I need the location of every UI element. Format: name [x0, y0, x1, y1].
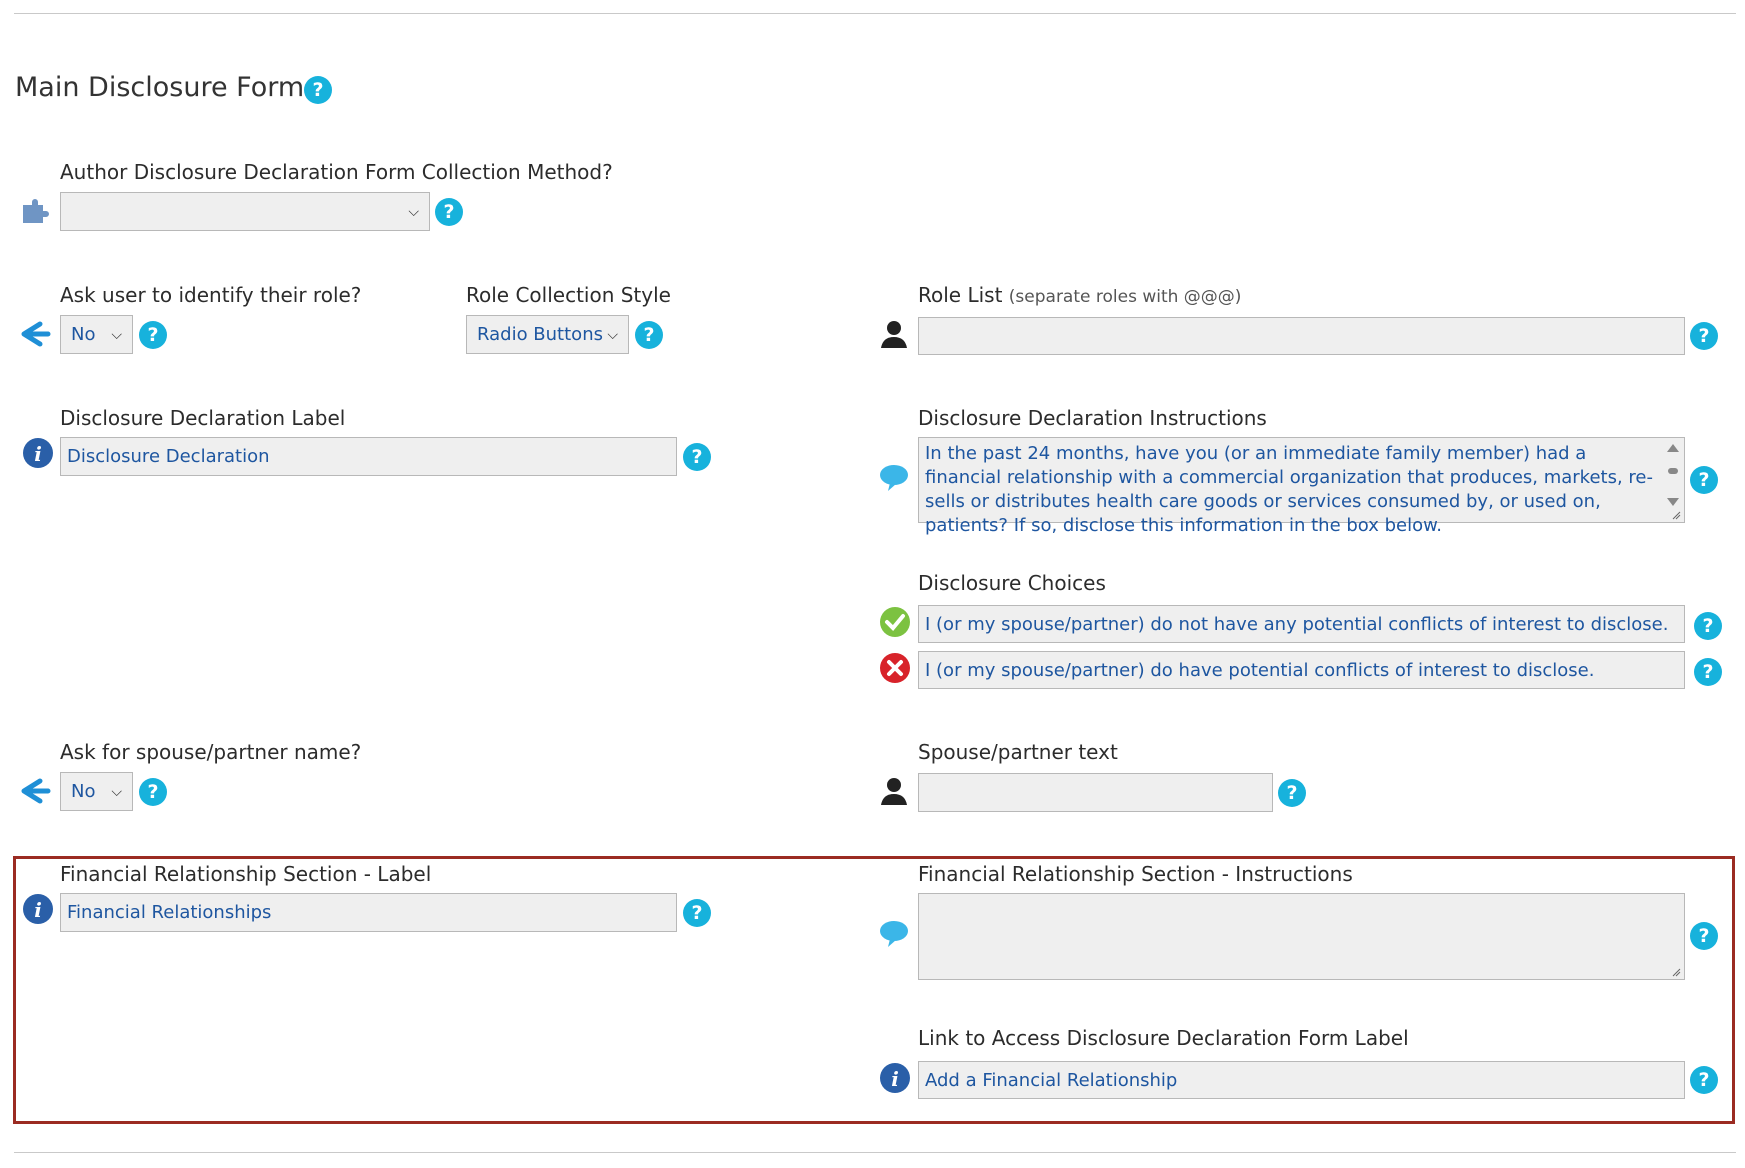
fin-section-instructions-textarea[interactable]: [918, 893, 1685, 980]
chevron-down-icon: ⌵: [111, 783, 122, 800]
choice-no-conflict-help-icon[interactable]: ?: [1694, 612, 1722, 640]
textarea-scrollbar[interactable]: [1664, 440, 1682, 510]
title-help-icon[interactable]: ?: [304, 76, 332, 104]
resize-grip-icon[interactable]: [1671, 510, 1681, 520]
role-style-help-icon[interactable]: ?: [635, 321, 663, 349]
collection-method-help-icon[interactable]: ?: [435, 198, 463, 226]
link-label-help-icon[interactable]: ?: [1690, 1066, 1718, 1094]
cross-icon: [879, 652, 911, 684]
fin-section-label-label: Financial Relationship Section - Label: [60, 862, 432, 886]
choice-has-conflict-input[interactable]: I (or my spouse/partner) do have potential conflicts of interest to disclose.: [918, 651, 1685, 689]
person-icon: [878, 775, 910, 807]
ask-spouse-help-icon[interactable]: ?: [139, 778, 167, 806]
role-style-select[interactable]: Radio Buttons ⌵: [466, 315, 629, 354]
page-title: Main Disclosure Form: [15, 72, 305, 103]
link-label-input[interactable]: Add a Financial Relationship: [918, 1061, 1685, 1099]
fin-section-label-help-icon[interactable]: ?: [683, 899, 711, 927]
role-list-input[interactable]: [918, 317, 1685, 355]
puzzle-icon: [20, 195, 52, 227]
top-divider: [14, 13, 1736, 14]
resize-grip-icon[interactable]: [1671, 967, 1681, 977]
ask-role-select[interactable]: No ⌵: [60, 315, 133, 354]
ask-role-label: Ask user to identify their role?: [60, 283, 362, 307]
choice-no-conflict-input[interactable]: I (or my spouse/partner) do not have any potential conflicts of interest to disclose.: [918, 605, 1685, 643]
ask-role-help-icon[interactable]: ?: [139, 321, 167, 349]
role-list-label: Role List (separate roles with @@@): [918, 283, 1242, 307]
role-list-help-icon[interactable]: ?: [1690, 322, 1718, 350]
speech-bubble-icon: [878, 918, 910, 950]
info-icon: [879, 1062, 911, 1094]
ask-spouse-select[interactable]: No ⌵: [60, 772, 133, 811]
spouse-text-input[interactable]: [918, 773, 1273, 812]
svg-text:i: i: [34, 898, 42, 922]
declaration-label-input[interactable]: Disclosure Declaration: [60, 437, 677, 476]
fin-section-instructions-help-icon[interactable]: ?: [1690, 922, 1718, 950]
collection-method-label: Author Disclosure Declaration Form Collection Method?: [60, 160, 613, 184]
collection-method-select[interactable]: [60, 192, 430, 231]
chevron-down-icon: ⌵: [111, 326, 122, 343]
speech-bubble-icon: [878, 462, 910, 494]
chevron-down-icon: ⌵: [607, 326, 618, 343]
spouse-text-help-icon[interactable]: ?: [1278, 779, 1306, 807]
branch-icon: [20, 775, 52, 807]
fin-section-instructions-label: Financial Relationship Section - Instructions: [918, 862, 1353, 886]
chevron-down-icon: ⌵: [408, 203, 419, 220]
bottom-divider: [14, 1152, 1736, 1153]
declaration-instructions-help-icon[interactable]: ?: [1690, 466, 1718, 494]
role-style-label: Role Collection Style: [466, 283, 671, 307]
info-icon: [22, 437, 54, 469]
ask-spouse-label: Ask for spouse/partner name?: [60, 740, 362, 764]
person-icon: [878, 318, 910, 350]
spouse-text-label: Spouse/partner text: [918, 740, 1118, 764]
fin-section-label-input[interactable]: Financial Relationships: [60, 893, 677, 932]
branch-icon: [20, 318, 52, 350]
declaration-label-help-icon[interactable]: ?: [683, 443, 711, 471]
check-icon: [879, 606, 911, 638]
declaration-label-label: Disclosure Declaration Label: [60, 406, 346, 430]
declaration-instructions-textarea[interactable]: In the past 24 months, have you (or an immediate family member) had a financial relationship with a commercial organization that produces, markets, re-sells or distributes health care goods or services consumed by, or used on, patients? If so, disclose this information in the box below.: [918, 437, 1685, 523]
role-list-hint: (separate roles with @@@): [1008, 287, 1242, 307]
info-icon: [22, 893, 54, 925]
svg-text:i: i: [891, 1067, 899, 1091]
svg-text:i: i: [34, 442, 42, 466]
link-label-label: Link to Access Disclosure Declaration Form Label: [918, 1026, 1409, 1050]
disclosure-choices-label: Disclosure Choices: [918, 571, 1106, 595]
declaration-instructions-label: Disclosure Declaration Instructions: [918, 406, 1267, 430]
choice-has-conflict-help-icon[interactable]: ?: [1694, 658, 1722, 686]
